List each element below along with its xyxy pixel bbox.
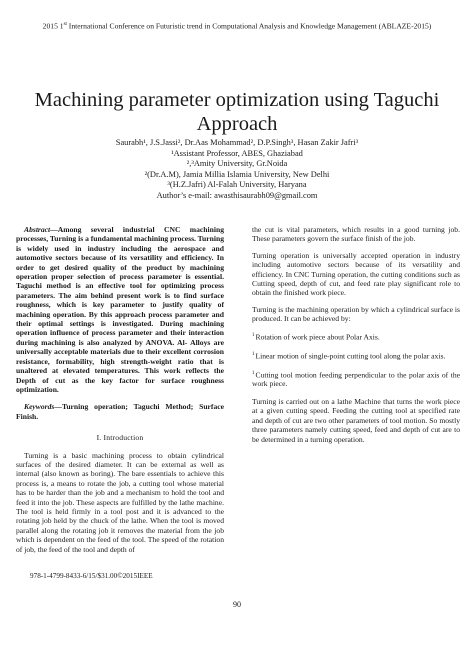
author-block [0, 138, 474, 201]
list-item [252, 331, 460, 342]
bullet-marker: 1 [252, 370, 255, 376]
section-heading-introduction: I. Introduction [96, 433, 144, 443]
right-paragraph-1: the cut is vital parameters, which results in a good turning job. These parameters govern the surface finish of the job. [252, 225, 460, 244]
author-names: Saurabh¹, J.S.Jassi², Dr.Aas Mohammad², D.P.Singh³, Hasan Zakir Jafri³ [115, 138, 359, 147]
introduction-paragraph: Turning is a basic machining process to obtain cylindrical surfaces of the desired diameter. It can be external as well as internal (also known as boring). The bare essentials to achieve this process is, a means to rotate the job, a cutting tool whose material has to be harder than the job and a mechanism to hold the tool and feed it into the job. These aspects are fulfilled by the lathe machine. The tool is held firmly in a tool post and it is advanced to the rotating job held by the chuck of the lathe. When the tool is moved parallel along the rotating job it removes the material from the job which is dependent on the feed of the tool. The speed of the rotation of job, the feed of the tool and depth of [16, 450, 224, 554]
copyright-notice: 978-1-4799-8433-6/15/$31.00©2015IEEE [30, 572, 153, 580]
affiliation-2: ²,³Amity University, Gr.Noida [186, 159, 288, 168]
keywords-label: Keywords— [24, 402, 62, 412]
keywords-text: Turning operation; Taguchi Method; Surface Finish. [16, 402, 224, 421]
list-item-text: Linear motion of single-point cutting tool along the polar axis. [255, 351, 446, 361]
affiliation-1: ¹Assistant Professor, ABES, Ghaziabad [171, 148, 303, 158]
conference-name: International Conference on Futuristic trend in Computational Analysis and Knowledge Management (ABLAZE-2015) [66, 21, 432, 31]
list-item [252, 369, 460, 389]
keywords [16, 402, 224, 421]
list-item-text: Rotation of work piece about Polar Axis. [255, 332, 380, 342]
bullet-marker: 1 [252, 351, 255, 357]
affiliation-4: ³(H.Z.Jafri) Al-Falah University, Haryana [167, 180, 307, 189]
affiliation-3: ²(Dr.A.M), Jamia Millia Islamia University, New Delhi [144, 169, 330, 179]
abstract-label: Abstract— [24, 225, 58, 234]
abstract-text: Among several industrial CNC machining processes, Turning is a fundamental machining process. Turning is widely used in industry including the aerospace and automotive sectors because of its versatility and efficiency. In order to get desired quality of the product by machining operation proper selection of process parameter is essential. Taguchi method is an effective tool for optimizing process parameters. The aim behind present work is to find surface roughness, which is key parameter to justify quality of machining operation. By this approach process parameter and their optimal settings is investigated. During machining operation influence of process parameter and their interaction during machining is also analyzed by ANOVA. Al- Alloys are universally acceptable materials due to their excellent corrosion resistance, formability, high strength-weight ratio that is unaltered at elevated temperatures. This work reflects the Depth of cut as the key factor for surface roughness optimization. [16, 225, 224, 394]
list-item [252, 350, 460, 361]
conference-header [0, 20, 474, 31]
right-column [252, 225, 460, 451]
conference-prefix: 2015 1 [42, 21, 64, 31]
bullet-marker: 1 [252, 332, 255, 338]
page-number: 90 [233, 600, 241, 609]
left-column [16, 225, 224, 561]
abstract [16, 225, 224, 394]
list-item-text: Cutting tool motion feeding perpendicular to the polar axis of the work piece. [252, 370, 460, 389]
right-paragraph-3: Turning is the machining operation by which a cylindrical surface is produced. It can be achieved by: [252, 304, 460, 324]
author-email: Author’s e-mail: awasthisaurabh09@gmail.com [156, 190, 318, 200]
right-paragraph-4: Turning is carried out on a lathe Machine that turns the work piece at a given cutting speed. Feeding the cutting tool at specified rate and depth of cut are two other parameters of tool motion. So mostly three parameters namely cutting speed, feed and depth of cut are to be determined in a turning operation. [252, 396, 460, 444]
paper-title: Machining parameter optimization using Taguchi Approach [34, 89, 440, 135]
right-paragraph-2: Turning operation is universally accepted operation in industry including automotive sectors because of its versatility and efficiency. In CNC Turning operation, the cutting conditions such as Cutting speed, depth of cut, and feed rate play significant role to obtain the finished work piece. [252, 250, 460, 298]
conference-ordinal-suffix: st [63, 22, 67, 27]
